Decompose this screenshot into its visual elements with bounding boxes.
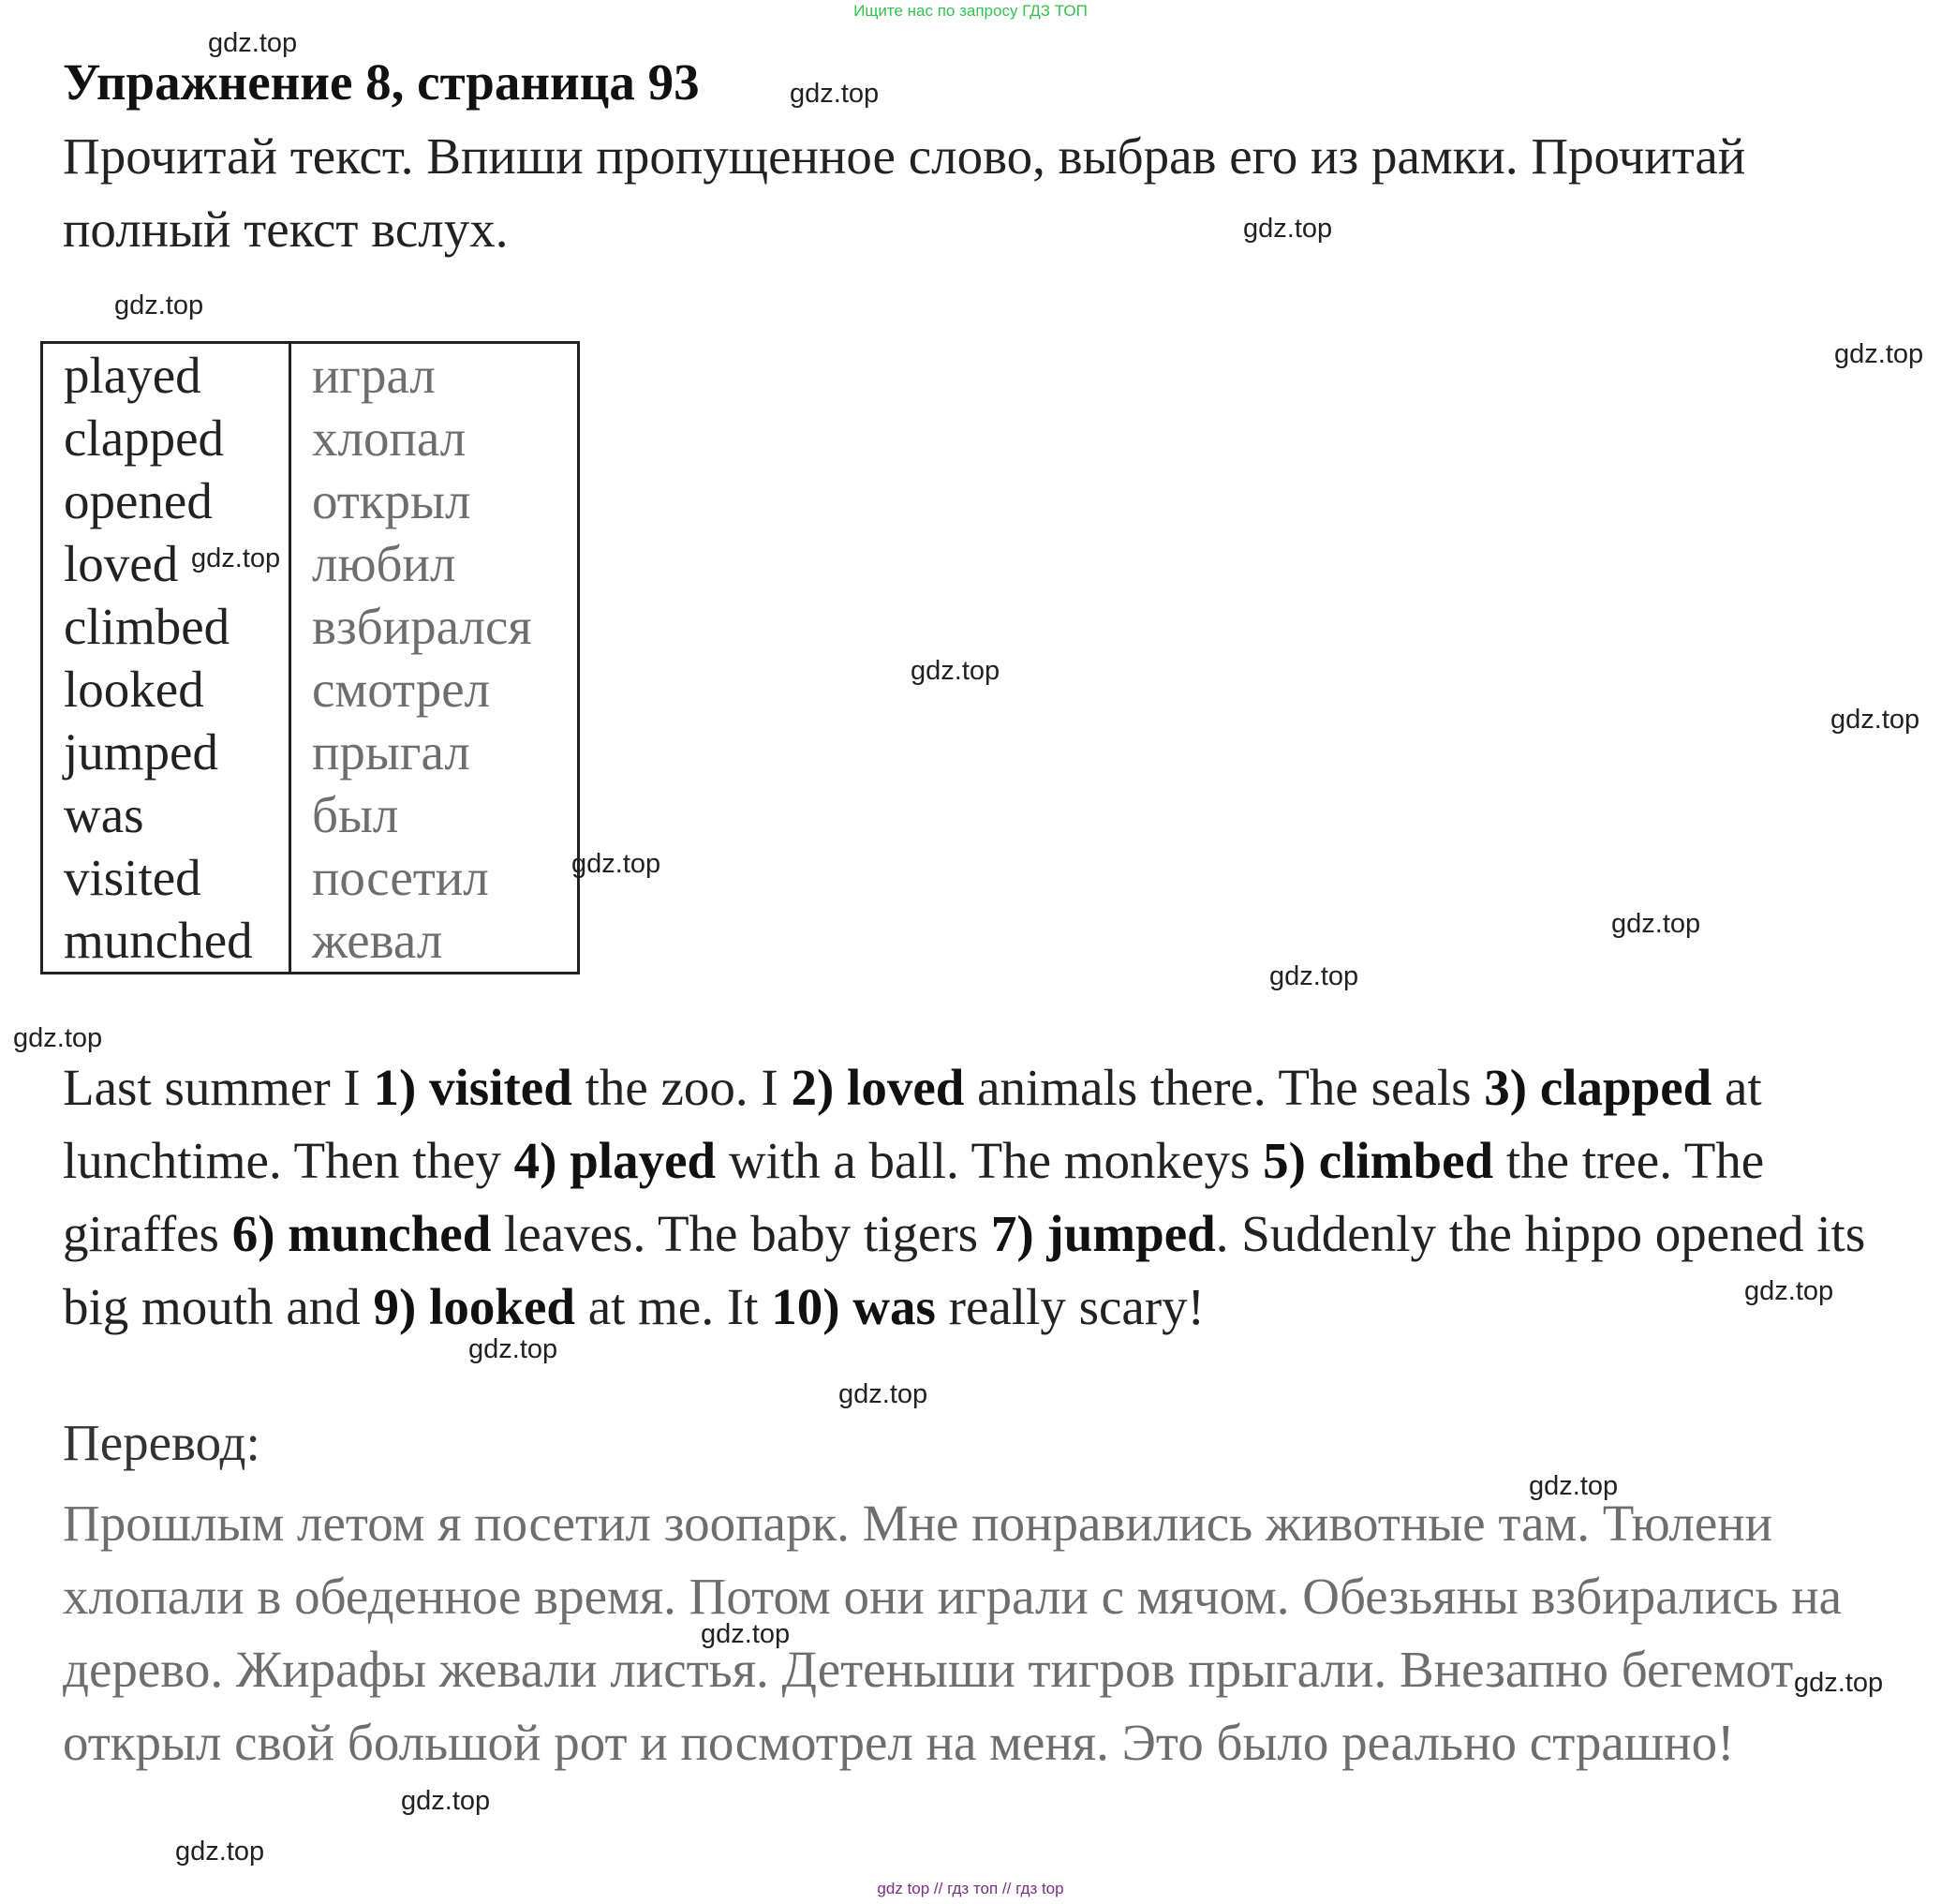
watermark: gdz.top — [208, 28, 298, 58]
vocab-english: loved — [42, 532, 290, 595]
vocab-english: jumped — [42, 721, 290, 783]
story-fragment: the tree. The giraffes — [63, 1132, 1765, 1262]
answer-3: 3) clapped — [1484, 1059, 1712, 1116]
answer-4: 4) played — [513, 1132, 717, 1189]
story-fragment: the zoo. I — [571, 1059, 792, 1116]
vocab-row — [42, 469, 579, 532]
vocab-row — [42, 407, 579, 469]
story-fragment: at me. It — [574, 1278, 772, 1335]
vocab-english: clapped — [42, 407, 290, 469]
watermark: gdz.top — [1529, 1471, 1619, 1501]
vocab-english: played — [42, 343, 290, 408]
answer-2: 2) loved — [791, 1059, 965, 1116]
answer-1: 1) visited — [373, 1059, 572, 1116]
vocab-english: opened — [42, 469, 290, 532]
top-banner: Ищите нас по запросу ГДЗ ТОП — [853, 2, 1088, 20]
vocab-russian: открыл — [312, 472, 471, 529]
watermark: gdz.top — [401, 1786, 491, 1816]
story-fragment: at lunchtime. Then they — [63, 1059, 1762, 1189]
footer: gdz top // гдз топ // гдз top — [877, 1880, 1064, 1897]
answer-6: 6) munched — [231, 1205, 492, 1262]
vocab-english: munched — [42, 909, 290, 974]
watermark: gdz.top — [13, 1023, 103, 1053]
vocab-russian: прыгал — [312, 723, 470, 781]
vocab-english: was — [42, 783, 290, 846]
vocab-russian: был — [312, 786, 399, 843]
story-text — [63, 1051, 1899, 1344]
vocab-russian: играл — [312, 347, 436, 404]
watermark: gdz.top — [114, 290, 204, 320]
answer-9: 9) looked — [373, 1278, 575, 1335]
story-fragment: . Suddenly the hippo opened its big mouth and — [63, 1205, 1866, 1335]
story-fragment: leaves. The baby tigers — [491, 1205, 991, 1262]
vocab-russian: хлопал — [312, 409, 467, 467]
watermark: gdz.top — [1611, 909, 1701, 939]
vocab-russian: посетил — [312, 849, 489, 906]
story-fragment: really scary! — [935, 1278, 1205, 1335]
vocab-row — [42, 658, 579, 721]
page-title: Упражнение 8, страница 93 — [63, 53, 700, 111]
story-fragment: animals there. The seals — [964, 1059, 1485, 1116]
vocab-row — [42, 532, 579, 595]
watermark: gdz.top — [838, 1379, 928, 1409]
vocab-english: looked — [42, 658, 290, 721]
vocab-russian: смотрел — [312, 661, 491, 718]
vocab-row — [42, 783, 579, 846]
watermark: gdz.top — [1269, 961, 1359, 991]
vocab-row — [42, 343, 579, 408]
translation-heading: Перевод: — [63, 1414, 260, 1471]
vocab-english: climbed — [42, 595, 290, 658]
watermark: gdz.top — [1794, 1668, 1884, 1698]
watermark: gdz.top — [1830, 705, 1920, 735]
vocab-row — [42, 909, 579, 974]
watermark: gdz.top — [175, 1837, 265, 1867]
vocab-row — [42, 721, 579, 783]
watermark: gdz.top — [571, 849, 661, 879]
watermark: gdz.top — [790, 79, 880, 109]
vocab-english: visited — [42, 846, 290, 909]
story-fragment: Last summer I — [63, 1059, 374, 1116]
vocab-russian: взбирался — [312, 598, 532, 655]
watermark: gdz.top — [1243, 214, 1333, 244]
vocabulary-table — [40, 341, 580, 974]
watermark: gdz.top — [468, 1334, 558, 1364]
answer-10: 10) was — [771, 1278, 936, 1335]
watermark: gdz.top — [1834, 339, 1924, 369]
vocab-russian: любил — [312, 535, 456, 592]
watermark: gdz.top — [911, 656, 1000, 686]
answer-7: 7) jumped — [990, 1205, 1216, 1262]
watermark: gdz.top — [191, 543, 281, 573]
translation-text: Прошлым летом я посетил зоопарк. Мне понравились животные там. Тюлени хлопали в обеденное время. Потом они играли с мячом. Обезьяны взбирались на дерево. Жирафы жевали листья. Детеныши тигров прыгали. Внезапно бегемот открыл свой большой рот и посмотрел на меня. Это было реально страшно! — [63, 1495, 1843, 1771]
vocab-row — [42, 846, 579, 909]
instructions: Прочитай текст. Впиши пропущенное слово, выбрав его из рамки. Прочитай полный текст вслух. — [63, 127, 1746, 258]
story-fragment: with a ball. The monkeys — [716, 1132, 1264, 1189]
vocab-row — [42, 595, 579, 658]
watermark: gdz.top — [701, 1619, 791, 1649]
watermark: gdz.top — [1744, 1276, 1834, 1306]
answer-5: 5) climbed — [1263, 1132, 1494, 1189]
vocab-russian: жевал — [312, 912, 443, 969]
